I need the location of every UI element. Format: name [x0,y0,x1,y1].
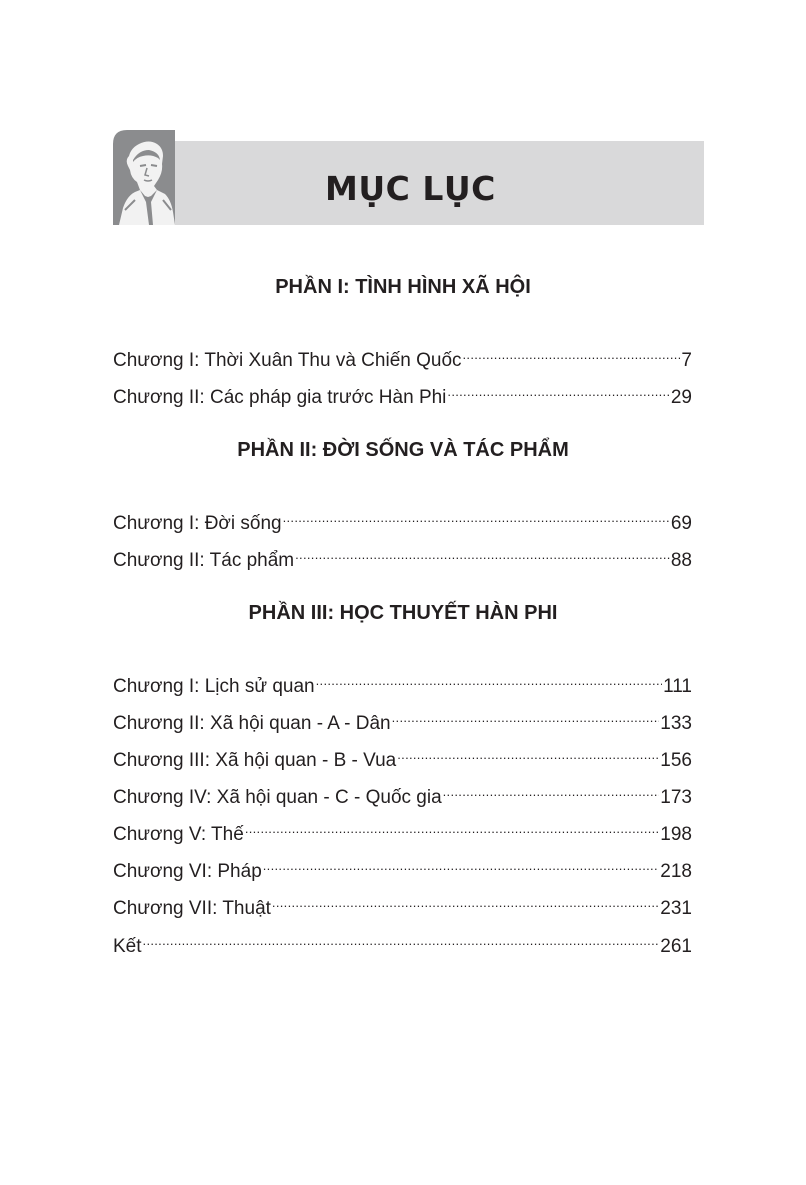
toc-page-number: 218 [660,861,692,882]
toc-page-number: 7 [681,350,692,371]
toc-entry-label: Chương IV: Xã hội quan - C - Quốc gia [113,787,442,808]
toc-entry[interactable] [113,814,692,845]
toc-entry-label: Chương II: Xã hội quan - A - Dân [113,713,391,734]
toc-entry-label: Chương I: Lịch sử quan [113,676,315,697]
toc-entry[interactable] [113,703,692,734]
dot-leader [316,666,662,692]
toc-page-number: 156 [660,750,692,771]
toc-page-number: 231 [660,898,692,919]
toc-page-number: 173 [660,787,692,808]
toc-entry[interactable] [113,888,692,919]
dot-leader [272,888,659,914]
toc-page-number: 111 [663,676,692,697]
dot-leader [397,740,659,766]
toc-entry[interactable] [113,540,692,571]
dot-leader [143,926,660,952]
toc-page-number: 198 [660,824,692,845]
part-title: PHẦN II: ĐỜI SỐNG VÀ TÁC PHẨM [237,439,569,461]
dot-leader [245,814,659,840]
toc-entry-label: Chương I: Đời sống [113,513,282,534]
toc-page-number: 88 [670,550,692,571]
portrait-figure-icon [113,130,175,225]
toc-page-number: 29 [670,387,692,408]
toc-entry[interactable] [113,926,692,957]
dot-leader [283,503,670,529]
toc-entry[interactable] [113,377,692,408]
toc-entry[interactable] [113,340,692,371]
toc-entry[interactable] [113,777,692,808]
toc-entry[interactable] [113,503,692,534]
dot-leader [392,703,660,729]
toc-entry[interactable] [113,666,692,697]
toc-entry-label: Chương VI: Pháp [113,861,262,882]
dot-leader [463,340,681,366]
toc-page-number: 261 [660,936,692,957]
toc-entry-label: Chương I: Thời Xuân Thu và Chiến Quốc [113,350,462,371]
toc-page-number: 69 [670,513,692,534]
toc-entry-label: Chương II: Các pháp gia trước Hàn Phi [113,387,447,408]
dot-leader [447,377,669,403]
toc-entry-label: Chương III: Xã hội quan - B - Vua [113,750,397,771]
part-title: PHẦN I: TÌNH HÌNH XÃ HỘI [275,276,531,298]
part-title: PHẦN III: HỌC THUYẾT HÀN PHI [248,602,558,624]
dot-leader [443,777,660,803]
toc-page-number: 133 [660,713,692,734]
toc-entry-label: Chương II: Tác phẩm [113,550,295,571]
toc-entry-label: Kết [113,936,142,957]
toc-entry[interactable] [113,851,692,882]
page-title: MỤC LỤC [325,169,496,208]
toc-entry-label: Chương V: Thế [113,824,244,845]
dot-leader [295,540,670,566]
toc-entry[interactable] [113,740,692,771]
toc-entry-label: Chương VII: Thuật [113,898,271,919]
dot-leader [263,851,660,877]
